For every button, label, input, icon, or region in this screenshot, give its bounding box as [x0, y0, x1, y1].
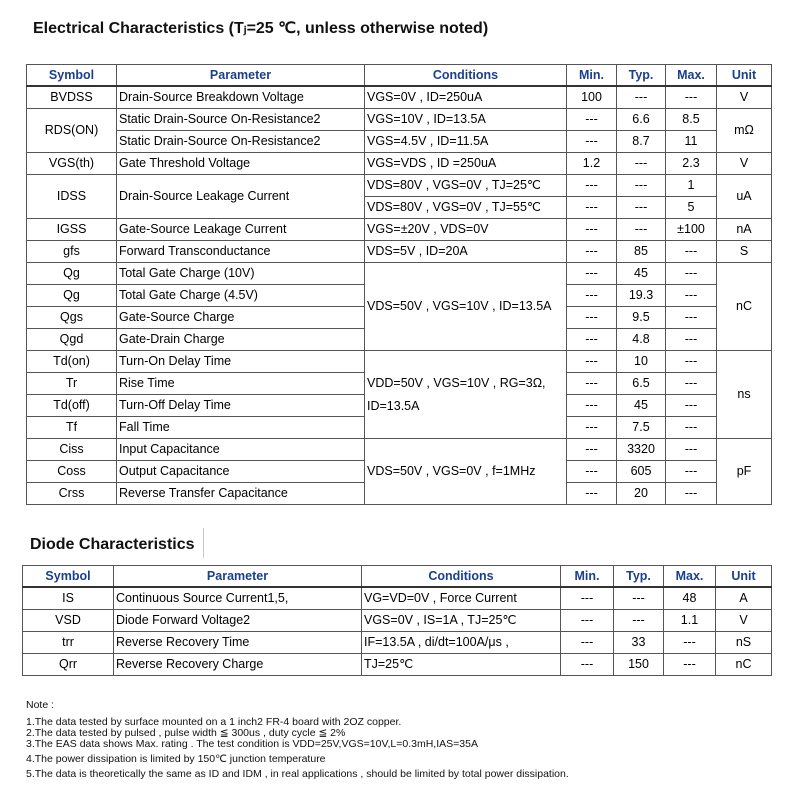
conditions-cell: VGS=VDS , ID =250uA	[365, 153, 567, 175]
table-row	[23, 587, 772, 610]
typ-cell: 20	[617, 483, 666, 505]
min-cell: ---	[567, 483, 617, 505]
typ-cell: 10	[617, 351, 666, 373]
max-cell: 48	[664, 587, 716, 610]
min-cell: ---	[567, 461, 617, 483]
parameter-cell: Static Drain-Source On-Resistance2	[117, 131, 365, 153]
typ-cell: 7.5	[617, 417, 666, 439]
typ-cell: ---	[617, 86, 666, 109]
table-row	[27, 109, 772, 131]
unit-cell: uA	[717, 175, 772, 219]
min-cell: ---	[567, 241, 617, 263]
max-cell: ±100	[666, 219, 717, 241]
parameter-cell: Reverse Transfer Capacitance	[117, 483, 365, 505]
min-cell: ---	[567, 263, 617, 285]
unit-cell: nA	[717, 219, 772, 241]
header-min: Min.	[567, 65, 617, 87]
table-header-row	[27, 65, 772, 87]
header-parameter: Parameter	[114, 566, 362, 588]
unit-cell: S	[717, 241, 772, 263]
conditions-cell: VGS=±20V , VDS=0V	[365, 219, 567, 241]
header-symbol: Symbol	[27, 65, 117, 87]
max-cell: 11	[666, 131, 717, 153]
max-cell: 8.5	[666, 109, 717, 131]
unit-cell: nC	[716, 654, 772, 676]
table-row	[23, 632, 772, 654]
conditions-cell	[365, 351, 567, 439]
parameter-cell: Forward Transconductance	[117, 241, 365, 263]
conditions-line-2: ID=13.5A	[367, 398, 420, 413]
conditions-cell: VGS=0V , IS=1A , TJ=25℃	[362, 610, 561, 632]
symbol-cell: RDS(ON)	[27, 109, 117, 153]
symbol-cell: IGSS	[27, 219, 117, 241]
min-cell: ---	[567, 351, 617, 373]
typ-cell: 45	[617, 395, 666, 417]
min-cell: ---	[567, 175, 617, 197]
symbol-cell: Tr	[27, 373, 117, 395]
typ-cell: 3320	[617, 439, 666, 461]
max-cell: ---	[666, 307, 717, 329]
typ-cell: ---	[614, 587, 664, 610]
header-conditions: Conditions	[362, 566, 561, 588]
typ-cell: 6.5	[617, 373, 666, 395]
table-row	[23, 610, 772, 632]
max-cell: ---	[664, 654, 716, 676]
parameter-cell: Reverse Recovery Time	[114, 632, 362, 654]
symbol-cell: Coss	[27, 461, 117, 483]
typ-cell: 605	[617, 461, 666, 483]
symbol-cell: VGS(th)	[27, 153, 117, 175]
max-cell: ---	[666, 285, 717, 307]
parameter-cell: Gate Threshold Voltage	[117, 153, 365, 175]
note-item: 3.The EAS data shows Max. rating . The test condition is VDD=25V,VGS=10V,L=0.3mH,IAS=35A	[26, 738, 478, 750]
min-cell: ---	[567, 285, 617, 307]
symbol-cell: Td(off)	[27, 395, 117, 417]
parameter-cell: Gate-Source Leakage Current	[117, 219, 365, 241]
table-row	[27, 219, 772, 241]
parameter-cell: Input Capacitance	[117, 439, 365, 461]
header-conditions: Conditions	[365, 65, 567, 87]
table-header-row	[23, 566, 772, 588]
max-cell: 2.3	[666, 153, 717, 175]
max-cell: 1	[666, 175, 717, 197]
unit-cell: ns	[717, 351, 772, 439]
conditions-cell: VDS=50V , VGS=0V , f=1MHz	[365, 439, 567, 505]
typ-cell: 19.3	[617, 285, 666, 307]
conditions-cell: VDS=5V , ID=20A	[365, 241, 567, 263]
table-row	[27, 439, 772, 461]
typ-cell: ---	[617, 153, 666, 175]
symbol-cell: IS	[23, 587, 114, 610]
min-cell: ---	[567, 373, 617, 395]
typ-cell: ---	[614, 610, 664, 632]
min-cell: ---	[567, 439, 617, 461]
min-cell: ---	[567, 307, 617, 329]
symbol-cell: trr	[23, 632, 114, 654]
parameter-cell: Diode Forward Voltage2	[114, 610, 362, 632]
header-unit: Unit	[716, 566, 772, 588]
max-cell: 1.1	[664, 610, 716, 632]
parameter-cell: Fall Time	[117, 417, 365, 439]
typ-cell: 45	[617, 263, 666, 285]
diode-characteristics-title: Diode Characteristics	[30, 536, 195, 553]
table-row	[23, 654, 772, 676]
parameter-cell: Drain-Source Leakage Current	[117, 175, 365, 219]
symbol-cell: Ciss	[27, 439, 117, 461]
electrical-characteristics-title: Electrical Characteristics (Tⱼ=25 ℃, unless otherwise noted)	[33, 20, 489, 37]
header-symbol: Symbol	[23, 566, 114, 588]
max-cell: ---	[666, 329, 717, 351]
max-cell: ---	[666, 417, 717, 439]
min-cell: ---	[561, 654, 614, 676]
symbol-cell: VSD	[23, 610, 114, 632]
symbol-cell: gfs	[27, 241, 117, 263]
symbol-cell: IDSS	[27, 175, 117, 219]
table-row	[27, 153, 772, 175]
max-cell: ---	[666, 373, 717, 395]
typ-cell: 8.7	[617, 131, 666, 153]
parameter-cell: Gate-Drain Charge	[117, 329, 365, 351]
max-cell: ---	[666, 351, 717, 373]
min-cell: ---	[561, 587, 614, 610]
header-max: Max.	[664, 566, 716, 588]
max-cell: 5	[666, 197, 717, 219]
parameter-cell: Continuous Source Current1,5,	[114, 587, 362, 610]
symbol-cell: Qgd	[27, 329, 117, 351]
electrical-characteristics-table	[26, 64, 772, 505]
typ-cell: 4.8	[617, 329, 666, 351]
header-max: Max.	[666, 65, 717, 87]
conditions-cell: IF=13.5A , di/dt=100A/μs ,	[362, 632, 561, 654]
conditions-cell: VG=VD=0V , Force Current	[362, 587, 561, 610]
max-cell: ---	[664, 632, 716, 654]
unit-cell: nS	[716, 632, 772, 654]
parameter-cell: Turn-On Delay Time	[117, 351, 365, 373]
table-row	[27, 263, 772, 285]
typ-cell: 150	[614, 654, 664, 676]
note-item: 5.The data is theoretically the same as ID and IDM , in real applications , should be limited by total power dissipation.	[26, 768, 569, 780]
conditions-cell: VGS=10V , ID=13.5A	[365, 109, 567, 131]
min-cell: 100	[567, 86, 617, 109]
conditions-cell: VDS=80V , VGS=0V , TJ=55℃	[365, 197, 567, 219]
max-cell: ---	[666, 86, 717, 109]
max-cell: ---	[666, 439, 717, 461]
table-row	[27, 241, 772, 263]
max-cell: ---	[666, 483, 717, 505]
symbol-cell: Td(on)	[27, 351, 117, 373]
typ-cell: 6.6	[617, 109, 666, 131]
symbol-cell: Qg	[27, 263, 117, 285]
symbol-cell: Qrr	[23, 654, 114, 676]
min-cell: ---	[561, 610, 614, 632]
parameter-cell: Turn-Off Delay Time	[117, 395, 365, 417]
unit-cell: mΩ	[717, 109, 772, 153]
unit-cell: pF	[717, 439, 772, 505]
header-parameter: Parameter	[117, 65, 365, 87]
table-row	[27, 86, 772, 109]
min-cell: ---	[567, 395, 617, 417]
note-item: 1.The data tested by surface mounted on a 1 inch2 FR-4 board with 2OZ copper.	[26, 716, 402, 728]
diode-characteristics-table	[22, 565, 772, 676]
min-cell: ---	[567, 109, 617, 131]
max-cell: ---	[666, 263, 717, 285]
unit-cell: V	[716, 610, 772, 632]
unit-cell: V	[717, 153, 772, 175]
parameter-cell: Total Gate Charge (4.5V)	[117, 285, 365, 307]
conditions-line-1: VDD=50V , VGS=10V , RG=3Ω,	[367, 375, 546, 390]
conditions-cell: VGS=4.5V , ID=11.5A	[365, 131, 567, 153]
typ-cell: 33	[614, 632, 664, 654]
parameter-cell: Static Drain-Source On-Resistance2	[117, 109, 365, 131]
conditions-cell: VDS=80V , VGS=0V , TJ=25℃	[365, 175, 567, 197]
min-cell: ---	[567, 131, 617, 153]
table-row	[27, 131, 772, 153]
symbol-cell: Qgs	[27, 307, 117, 329]
parameter-cell: Reverse Recovery Charge	[114, 654, 362, 676]
conditions-cell: VGS=0V , ID=250uA	[365, 86, 567, 109]
symbol-cell: Crss	[27, 483, 117, 505]
typ-cell: 85	[617, 241, 666, 263]
symbol-cell: Qg	[27, 285, 117, 307]
parameter-cell: Output Capacitance	[117, 461, 365, 483]
min-cell: ---	[567, 197, 617, 219]
header-unit: Unit	[717, 65, 772, 87]
parameter-cell: Drain-Source Breakdown Voltage	[117, 86, 365, 109]
min-cell: ---	[567, 219, 617, 241]
parameter-cell: Rise Time	[117, 373, 365, 395]
min-cell: 1.2	[567, 153, 617, 175]
note-item: 4.The power dissipation is limited by 150℃ junction temperature	[26, 753, 326, 765]
typ-cell: ---	[617, 219, 666, 241]
note-item: 2.The data tested by pulsed , pulse width ≦ 300us , duty cycle ≦ 2%	[26, 727, 346, 739]
table-row	[27, 175, 772, 197]
min-cell: ---	[567, 417, 617, 439]
symbol-cell: Tf	[27, 417, 117, 439]
max-cell: ---	[666, 395, 717, 417]
header-min: Min.	[561, 566, 614, 588]
table-row	[27, 351, 772, 373]
typ-cell: ---	[617, 197, 666, 219]
typ-cell: 9.5	[617, 307, 666, 329]
conditions-cell: VDS=50V , VGS=10V , ID=13.5A	[365, 263, 567, 351]
unit-cell: nC	[717, 263, 772, 351]
typ-cell: ---	[617, 175, 666, 197]
notes-heading: Note :	[26, 699, 55, 711]
notes-section	[26, 700, 766, 780]
symbol-cell: BVDSS	[27, 86, 117, 109]
parameter-cell: Total Gate Charge (10V)	[117, 263, 365, 285]
max-cell: ---	[666, 461, 717, 483]
min-cell: ---	[561, 632, 614, 654]
max-cell: ---	[666, 241, 717, 263]
title-divider	[203, 528, 204, 558]
unit-cell: A	[716, 587, 772, 610]
conditions-cell: TJ=25℃	[362, 654, 561, 676]
header-typ: Typ.	[614, 566, 664, 588]
unit-cell: V	[717, 86, 772, 109]
header-typ: Typ.	[617, 65, 666, 87]
parameter-cell: Gate-Source Charge	[117, 307, 365, 329]
min-cell: ---	[567, 329, 617, 351]
